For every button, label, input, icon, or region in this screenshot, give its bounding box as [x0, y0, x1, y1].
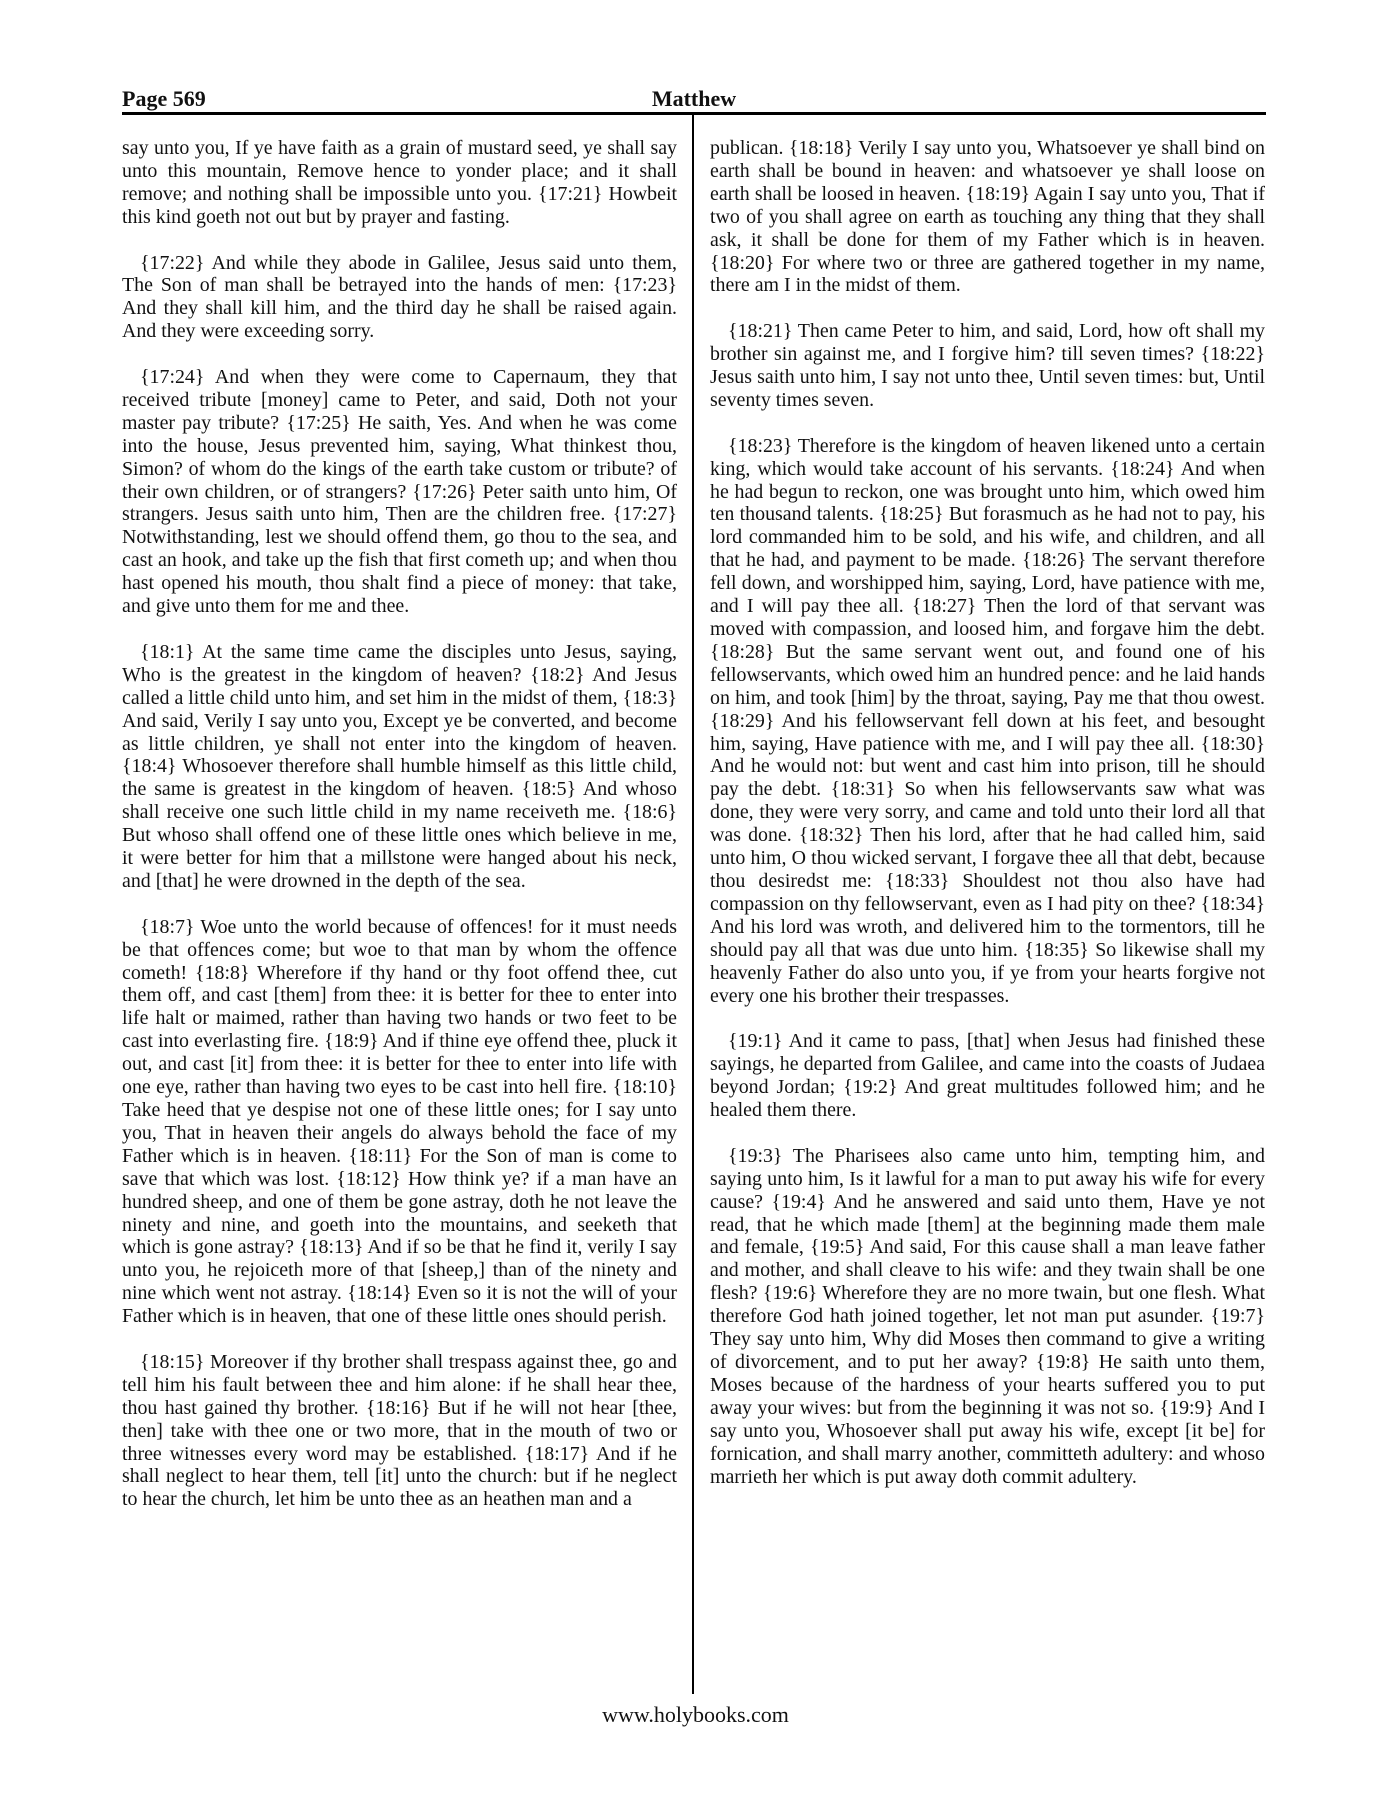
paragraph: {19:1} And it came to pass, [that] when Jesus had finished these sayings, he departed from Galilee, and came into the coasts of Judaea beyond Jordan; {19:2} And great multitudes followed him; and he healed them there.	[710, 1030, 1265, 1122]
header-rule	[122, 112, 1266, 115]
paragraph: {18:15} Moreover if thy brother shall trespass against thee, go and tell him his fault between thee and him alone: if he shall hear thee, thou hast gained thy brother. {18:16} But if he will not hear [thee, then] take with thee one or two more, that in the mouth of two or three witnesses every word may be established. {18:17} And if he shall neglect to hear them, tell [it] unto the church: but if he neglect to hear the church, let him be unto thee as an heathen man and a	[122, 1350, 677, 1511]
footer-url: www.holybooks.com	[602, 1702, 789, 1727]
column-divider	[692, 114, 694, 1694]
paragraph: say unto you, If ye have faith as a grain of mustard seed, ye shall say unto this mountain, Remove hence to yonder place; and it shall remove; and nothing shall be impossible unto you. {17:21} Howbeit this kind goeth not out but by prayer and fasting.	[122, 137, 677, 228]
paragraph: {19:3} The Pharisees also came unto him, tempting him, and saying unto him, Is it lawful for a man to put away his wife for every cause? {19:4} And he answered and said unto them, Have ye not read, that he which made [them] at the beginning made them male and female, {19:5} And said, For this cause shall a man leave father and mother, and shall cleave to his wife: and they twain shall be one flesh? {19:6} Wherefore they are no more twain, but one flesh. What therefore God hath joined together, let not man put asunder. {19:7} They say unto him, Why did Moses then command to give a writing of divorcement, and to put her away? {19:8} He saith unto them, Moses because of the hardness of your hearts suffered you to put away your wives: but from the beginning it was not so. {19:9} And I say unto you, Whosoever shall put away his wife, except [it be] for fornication, and shall marry another, committeth adultery: and whoso marrieth her which is put away doth commit adultery.	[710, 1144, 1265, 1488]
right-column	[710, 137, 1265, 1511]
left-column	[122, 137, 677, 1534]
paragraph: {18:23} Therefore is the kingdom of heaven likened unto a certain king, which would take account of his servants. {18:24} And when he had begun to reckon, one was brought unto him, which owed him ten thousand talents. {18:25} But forasmuch as he had not to pay, his lord commanded him to be sold, and his wife, and children, and all that he had, and payment to be made. {18:26} The servant therefore fell down, and worshipped him, saying, Lord, have patience with me, and I will pay thee all. {18:27} Then the lord of that servant was moved with compassion, and loosed him, and forgave him the debt. {18:28} But the same servant went out, and found one of his fellowservants, which owed him an hundred pence: and he laid hands on him, and took [him] by the throat, saying, Pay me that thou owest. {18:29} And his fellowservant fell down at his feet, and besought him, saying, Have patience with me, and I will pay thee all. {18:30} And he would not: but went and cast him into prison, till he should pay the debt. {18:31} So when his fellowservants saw what was done, they were very sorry, and came and told unto their lord all that was done. {18:32} Then his lord, after that he had called him, said unto him, O thou wicked servant, I forgave thee all that debt, because thou desiredst me: {18:33} Shouldest not thou also have had compassion on thy fellowservant, even as I had pity on thee? {18:34} And his lord was wroth, and delivered him to the tormentors, till he should pay all that was due unto him. {18:35} So likewise shall my heavenly Father do also unto you, if ye from your hearts forgive not every one his brother their trespasses.	[710, 434, 1265, 1007]
book-title: Matthew	[651, 86, 737, 111]
paragraph: publican. {18:18} Verily I say unto you, Whatsoever ye shall bind on earth shall be bound in heaven: and whatsoever ye shall loose on earth shall be loosed in heaven. {18:19} Again I say unto you, That if two of you shall agree on earth as touching any thing that they shall ask, it shall be done for them of my Father which is in heaven. {18:20} For where two or three are gathered together in my name, there am I in the midst of them.	[710, 137, 1265, 297]
paragraph: {18:7} Woe unto the world because of offences! for it must needs be that offences come; but woe to that man by whom the offence cometh! {18:8} Wherefore if thy hand or thy foot offend thee, cut them off, and cast [them] from thee: it is better for thee to enter into life halt or maimed, rather than having two hands or two feet to be cast into everlasting fire. {18:9} And if thine eye offend thee, pluck it out, and cast [it] from thee: it is better for thee to enter into life with one eye, rather than having two eyes to be cast into hell fire. {18:10} Take heed that ye despise not one of these little ones; for I say unto you, That in heaven their angels do always behold the face of my Father which is in heaven. {18:11} For the Son of man is come to save that which was lost. {18:12} How think ye? if a man have an hundred sheep, and one of them be gone astray, doth he not leave the ninety and nine, and goeth into the mountains, and seeketh that which is gone astray? {18:13} And if so be that he find it, verily I say unto you, he rejoiceth more of that [sheep,] than of the ninety and nine which went not astray. {18:14} Even so it is not the will of your Father which is in heaven, that one of these little ones should perish.	[122, 915, 677, 1328]
paragraph: {17:24} And when they were come to Capernaum, they that received tribute [money] came to Peter, and said, Doth not your master pay tribute? {17:25} He saith, Yes. And when he was come into the house, Jesus prevented him, saying, What thinkest thou, Simon? of whom do the kings of the earth take custom or tribute? of their own children, or of strangers? {17:26} Peter saith unto him, Of strangers. Jesus saith unto him, Then are the children free. {17:27} Notwithstanding, lest we should offend them, go thou to the sea, and cast an hook, and take up the fish that first cometh up; and when thou hast opened his mouth, thou shalt find a piece of money: that take, and give unto them for me and thee.	[122, 366, 677, 618]
page-header	[122, 86, 1266, 112]
paragraph: {18:21} Then came Peter to him, and said, Lord, how oft shall my brother sin against me, and I forgive him? till seven times? {18:22} Jesus saith unto him, I say not unto thee, Until seven times: but, Until seventy times seven.	[710, 320, 1265, 411]
page-number: Page 569	[122, 86, 206, 111]
paragraph: {17:22} And while they abode in Galilee, Jesus said unto them, The Son of man shall be betrayed into the hands of men: {17:23} And they shall kill him, and the third day he shall be raised again. And they were exceeding sorry.	[122, 251, 677, 343]
paragraph: {18:1} At the same time came the disciples unto Jesus, saying, Who is the greatest in the kingdom of heaven? {18:2} And Jesus called a little child unto him, and set him in the midst of them, {18:3} And said, Verily I say unto you, Except ye be converted, and become as little children, ye shall not enter into the kingdom of heaven. {18:4} Whosoever therefore shall humble himself as this little child, the same is greatest in the kingdom of heaven. {18:5} And whoso shall receive one such little child in my name receiveth me. {18:6} But whoso shall offend one of these little ones which believe in me, it were better for him that a millstone were hanged about his neck, and [that] he were drowned in the depth of the sea.	[122, 640, 677, 892]
